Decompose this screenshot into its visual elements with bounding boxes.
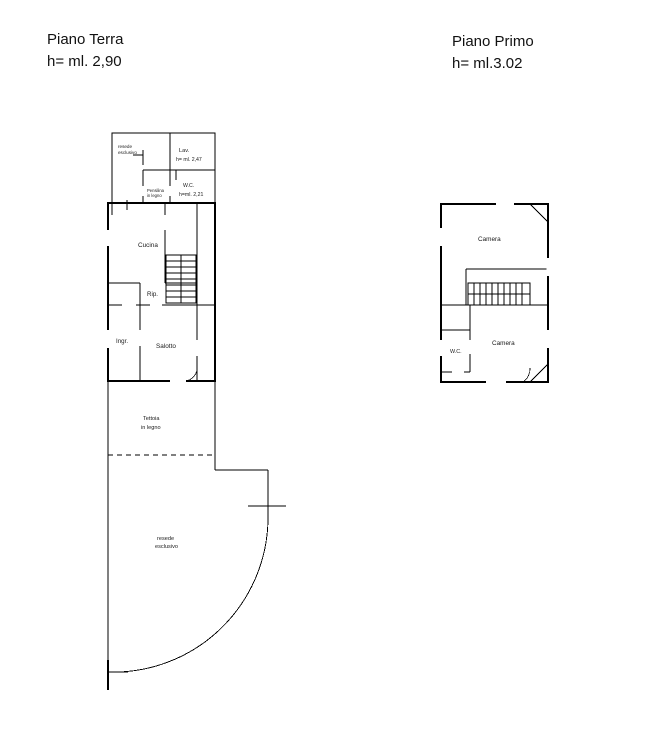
svg-text:h=ml. 2,21: h=ml. 2,21 — [179, 192, 204, 198]
room-label-resede-esclusivo-bottom: resede — [157, 536, 175, 542]
svg-text:in legno: in legno — [141, 425, 161, 431]
room-label-cucina: Cucina — [138, 242, 158, 249]
room-label-ripostiglio: Rip. — [147, 291, 159, 298]
room-label-camera-1: Camera — [478, 236, 501, 243]
room-label-tettoia: Tettoia — [143, 416, 160, 422]
ground-floor-height: h= ml. 2,90 — [47, 52, 122, 70]
first-floor-name: Piano Primo — [452, 33, 534, 50]
tettoia-area — [108, 381, 215, 455]
room-label-wc-first: W.C. — [450, 349, 462, 355]
room-label-pensilina: Pensilina — [147, 188, 164, 193]
ground-main-outline — [108, 200, 215, 381]
svg-text:h= ml. 2,47: h= ml. 2,47 — [176, 157, 202, 163]
ground-floor-name: Piano Terra — [47, 31, 124, 48]
first-floor-outline — [441, 204, 548, 382]
room-label-resede-esclusivo-top: resede — [118, 144, 133, 149]
svg-text:esclusivo: esclusivo — [118, 150, 137, 155]
room-label-camera-2: Camera — [492, 340, 515, 347]
room-label-wc: W.C. — [183, 183, 195, 189]
svg-text:in legno: in legno — [147, 193, 162, 198]
resede-area — [108, 455, 286, 690]
room-label-lavanderia: Lav. — [179, 148, 190, 154]
room-label-ingresso: Ingr. — [116, 338, 129, 345]
first-floor-height: h= ml.3.02 — [452, 54, 523, 72]
svg-text:esclusivo: esclusivo — [155, 544, 179, 550]
room-label-salotto: Salotto — [156, 343, 176, 350]
